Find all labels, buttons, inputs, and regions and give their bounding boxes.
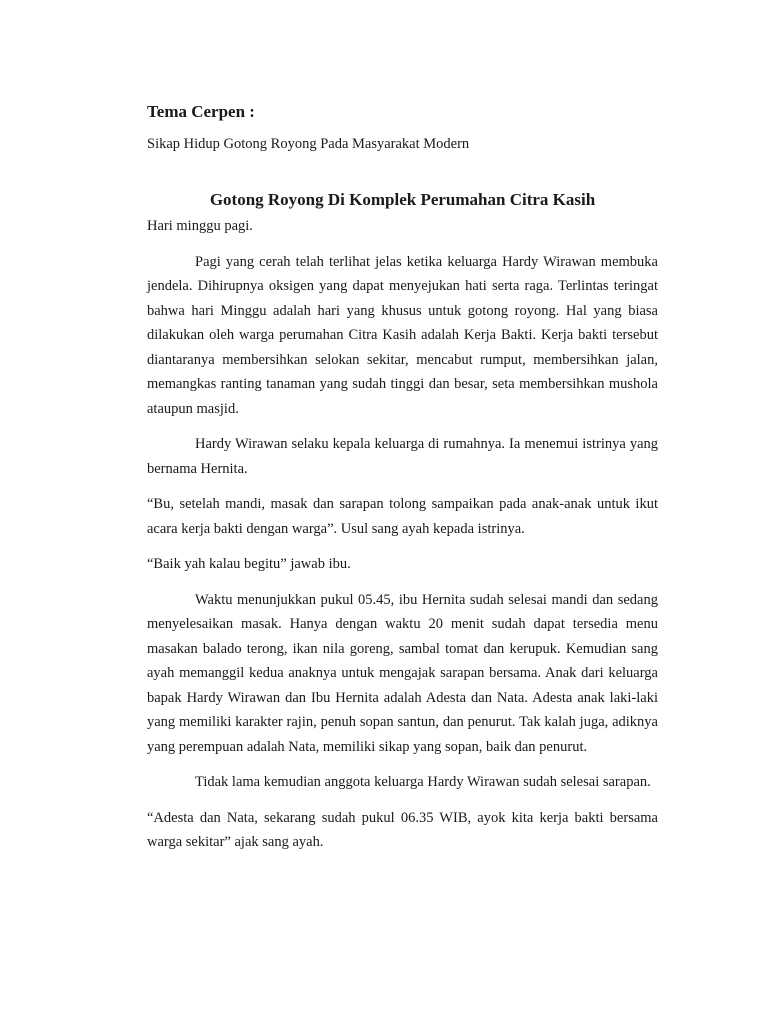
document-page — [147, 100, 658, 855]
dialogue-paragraph: “Bu, setelah mandi, masak dan sarapan tolong sampaikan pada anak-anak untuk ikut acara kerja bakti dengan warga”. Usul sang ayah kepada istrinya. — [147, 496, 658, 537]
paragraph: Hardy Wirawan selaku kepala keluarga di rumahnya. Ia menemui istrinya yang bernama Hernita. — [147, 436, 658, 477]
story-title: Gotong Royong Di Komplek Perumahan Citra Kasih — [209, 190, 596, 209]
tema-subtitle: Sikap Hidup Gotong Royong Pada Masyarakat Modern — [147, 136, 470, 152]
paragraph: Tidak lama kemudian anggota keluarga Hardy Wirawan sudah selesai sarapan. — [195, 774, 651, 790]
story-opening: Hari minggu pagi. — [147, 218, 253, 234]
paragraph: Pagi yang cerah telah terlihat jelas ketika keluarga Hardy Wirawan membuka jendela. Dihirupnya oksigen yang dapat menyejukan hati serta raga. Terlintas teringat bahwa hari Minggu adalah hari yang khusus untuk gotong royong. Hal yang biasa dilakukan oleh warga perumahan Citra Kasih adalah Kerja Bakti. Kerja bakti tersebut diantaranya membersihkan selokan sekitar, mencabut rumput, membersihkan jalan, memangkas ranting tanaman yang sudah tinggi dan besar, seta membersihkan mushola ataupun masjid. — [147, 253, 658, 417]
paragraph: Waktu menunjukkan pukul 05.45, ibu Hernita sudah selesai mandi dan sedang menyelesaikan masak. Hanya dengan waktu 20 menit sudah dapat tersedia menu masakan balado terong, ikan nila goreng, sambal tomat dan kerupuk. Kemudian sang ayah memanggil kedua anaknya untuk mengajak sarapan bersama. Anak dari keluarga bapak Hardy Wirawan dan Ibu Hernita adalah Adesta dan Nata. Adesta anak laki-laki yang memiliki karakter rajin, penuh sopan santun, dan penurut. Tak kalah juga, adiknya yang perempuan adalah Nata, memiliki sikap yang sopan, baik dan penurut. — [147, 591, 658, 755]
tema-heading: Tema Cerpen : — [147, 102, 255, 121]
dialogue-paragraph: “Adesta dan Nata, sekarang sudah pukul 06.35 WIB, ayok kita kerja bakti bersama warga sekitar” ajak sang ayah. — [147, 809, 658, 850]
dialogue-paragraph: “Baik yah kalau begitu” jawab ibu. — [147, 556, 351, 572]
